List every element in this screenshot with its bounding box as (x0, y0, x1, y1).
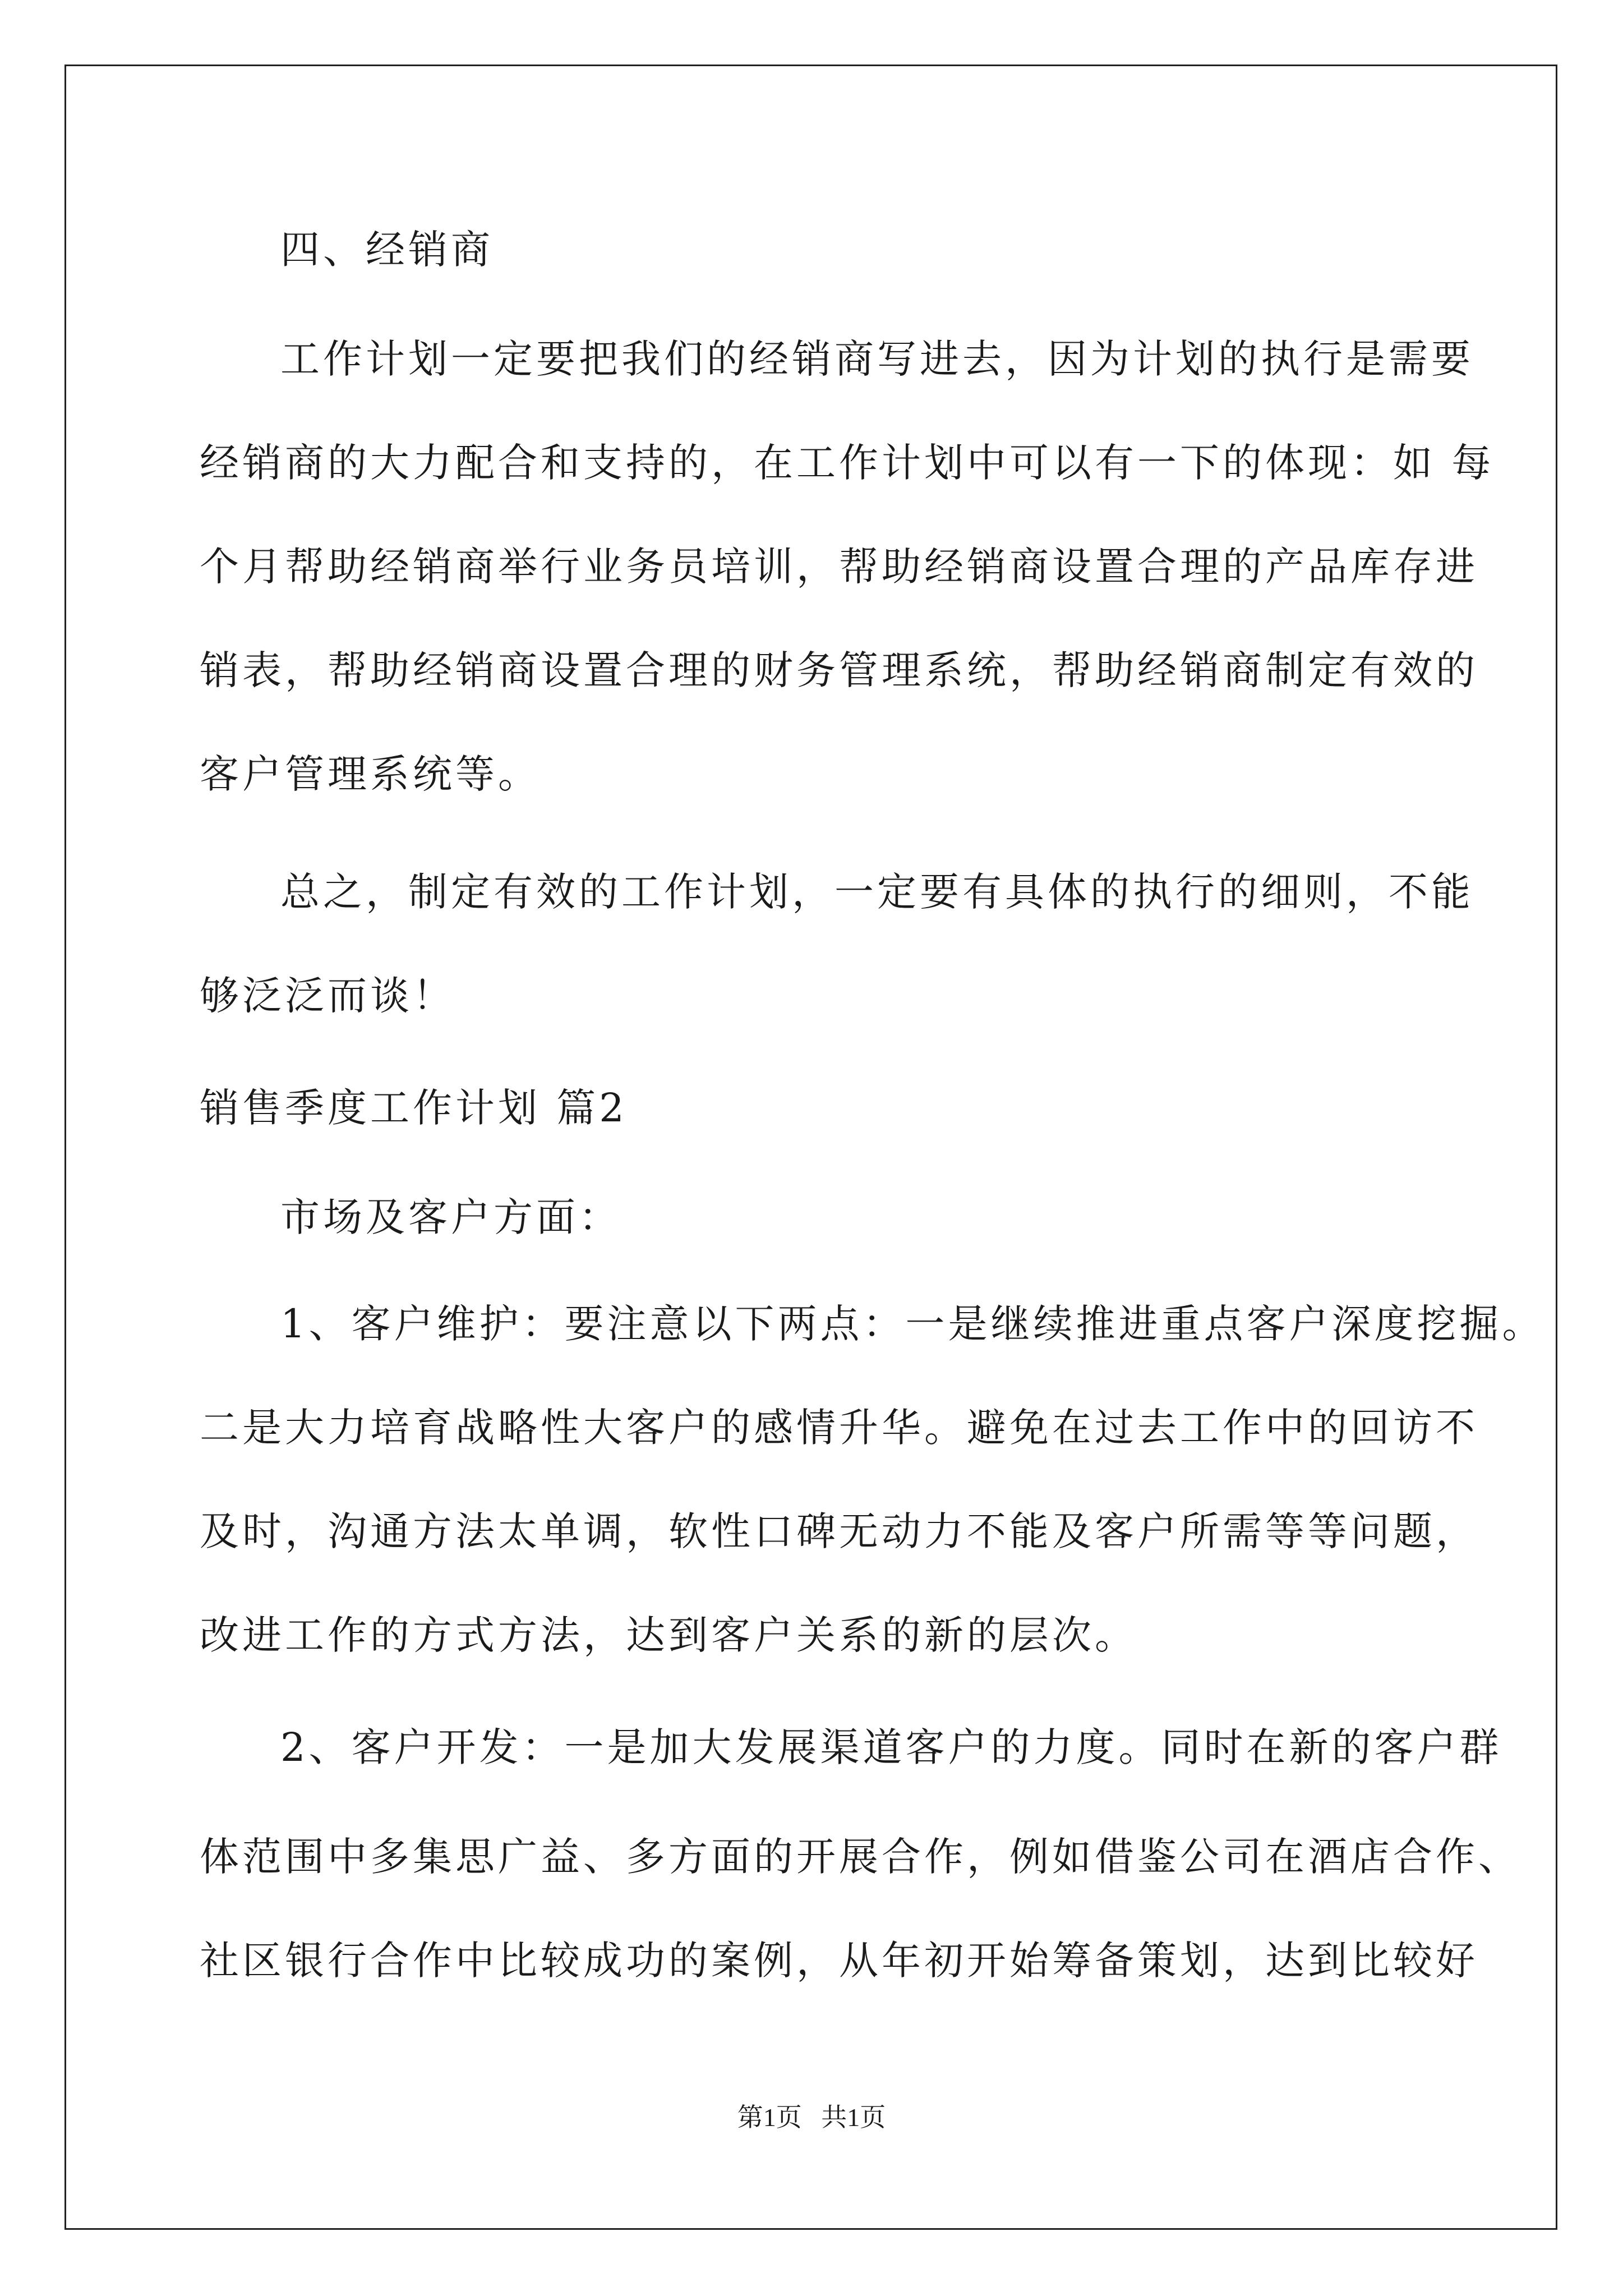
market-heading: 市场及客户方面： (280, 1194, 621, 1240)
paragraph-line: 总之，制定有效的工作计划，一定要有具体的执行的细则，不能 (280, 869, 1474, 915)
paragraph-line: 改进工作的方式方法，达到客户关系的新的层次。 (200, 1612, 1137, 1658)
paragraph-line: 二是大力培育战略性大客户的感情升华。避免在过去工作中的回访不 (200, 1405, 1478, 1451)
paragraph-line: 工作计划一定要把我们的经销商写进去，因为计划的执行是需要 (280, 336, 1474, 382)
paragraph-line: 够泛泛而谈！ (200, 973, 455, 1019)
paragraph-line: 体范围中多集思广益、多方面的开展合作，例如借鉴公司在酒店合作、 (200, 1834, 1521, 1880)
heading-dealer: 四、经销商 (280, 227, 494, 273)
page-border (64, 65, 1557, 2230)
paragraph-line: 个月帮助经销商举行业务员培训，帮助经销商设置合理的产品库存进 (200, 544, 1478, 590)
paragraph-line: 社区银行合作中比较成功的案例，从年初开始筹备策划，达到比较好 (200, 1938, 1478, 1984)
paragraph-line: 经销商的大力配合和支持的，在工作计划中可以有一下的体现：如 每 (200, 440, 1495, 486)
paragraph-line: 2、客户开发：一是加大发展渠道客户的力度。同时在新的客户群 (280, 1724, 1502, 1770)
paragraph-line: 1、客户维护：要注意以下两点：一是继续推进重点客户深度挖掘。 (280, 1301, 1545, 1347)
paragraph-line: 销表，帮助经销商设置合理的财务管理系统，帮助经销商制定有效的 (200, 647, 1478, 693)
page-footer: 第1页 共1页 (737, 2103, 886, 2132)
section-title: 销售季度工作计划 篇2 (200, 1085, 628, 1131)
paragraph-line: 及时，沟通方法太单调，软性口碑无动力不能及客户所需等等问题， (200, 1508, 1478, 1554)
paragraph-line: 客户管理系统等。 (200, 751, 541, 797)
